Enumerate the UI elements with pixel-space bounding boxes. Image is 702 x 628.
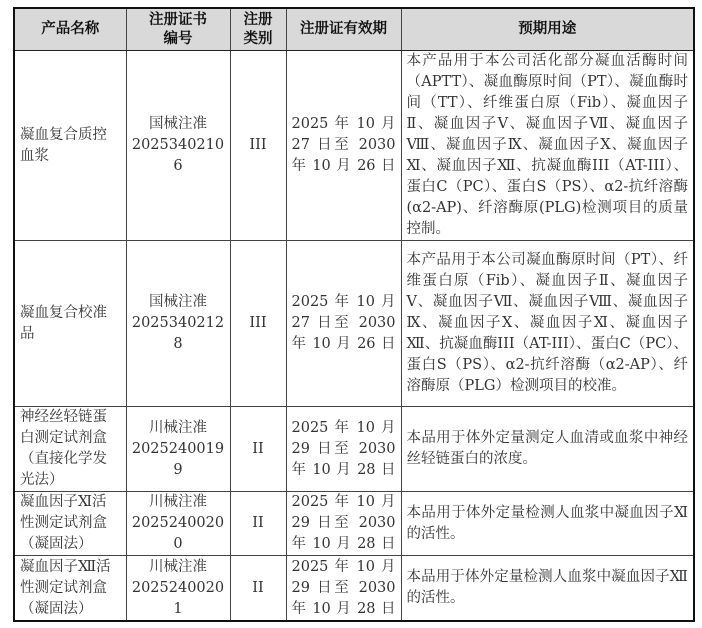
validity-line: 2025 年 10 月	[291, 116, 396, 132]
reg-no-prefix: 川械注准	[149, 494, 207, 510]
validity-line: 年 10 月 26 日	[291, 336, 396, 352]
reg-no-cell	[126, 51, 230, 241]
table-row	[14, 407, 694, 492]
intended-use-cell: 本产品用于本公司活化部分凝血活酶时间（APTT）、凝血酶原时间（PT）、凝血酶时间（TT）、纤维蛋白原（Fib）、凝血因子Ⅱ、凝血因子Ⅴ、凝血因子Ⅶ、凝血因子Ⅷ、凝血因子Ⅸ、凝血因子Ⅹ、凝血因子Ⅺ、凝血因子Ⅻ、抗凝血酶III（AT-III）、蛋白C（PC）、蛋白S（PS）、α2-抗纤溶酶(α2-AP)、纤溶酶原(PLG)检测项目的质量控制。	[401, 51, 694, 241]
table-row	[14, 241, 694, 407]
reg-no-prefix: 川械注准	[149, 558, 207, 575]
validity-cell	[286, 492, 401, 556]
reg-no-prefix: 国械注准	[149, 294, 207, 310]
validity-line: 2025 年 10 月	[291, 294, 396, 310]
reg-no-value: 20253402128	[131, 315, 225, 352]
validity-line: 29 日至 2030	[291, 515, 396, 531]
validity-line: 29 日至 2030	[291, 579, 396, 596]
class-cell: II	[230, 492, 286, 556]
class-cell: II	[230, 407, 286, 492]
intended-use-cell: 本品用于体外定量检测人血浆中凝血因子Ⅺ的活性。	[401, 492, 694, 556]
reg-no-value: 20252400201	[131, 579, 225, 617]
class-cell: II	[230, 556, 286, 622]
table-row	[14, 492, 694, 556]
validity-line: 年 10 月 28 日	[291, 461, 396, 478]
product-name-cell: 神经丝轻链蛋白测定试剂盒（直接化学发光法）	[14, 407, 126, 492]
header-class-line1: 注册	[243, 11, 273, 28]
validity-line: 2025 年 10 月	[291, 494, 396, 510]
product-name-cell: 凝血因子Ⅻ活性测定试剂盒（凝固法）	[14, 556, 126, 622]
validity-cell	[286, 51, 401, 241]
header-class	[230, 8, 286, 51]
validity-cell	[286, 241, 401, 407]
intended-use-cell: 本品用于体外定量检测人血浆中凝血因子Ⅻ的活性。	[401, 556, 694, 622]
validity-line: 年 10 月 28 日	[291, 536, 396, 552]
product-name-cell: 凝血复合质控血浆	[14, 51, 126, 241]
reg-no-value: 20252400200	[131, 515, 225, 552]
validity-line: 年 10 月 26 日	[291, 158, 396, 174]
registration-table	[13, 7, 695, 622]
reg-no-cell	[126, 492, 230, 556]
header-reg-no-line2: 编号	[163, 30, 193, 47]
class-cell: III	[230, 51, 286, 241]
validity-cell	[286, 407, 401, 492]
header-class-line2: 类别	[243, 30, 273, 47]
product-name-cell: 凝血因子Ⅺ活性测定试剂盒（凝固法）	[14, 492, 126, 556]
reg-no-value: 20252400199	[131, 440, 225, 478]
table-row	[14, 51, 694, 241]
validity-line: 27 日至 2030	[291, 315, 396, 331]
header-validity-label: 注册证有效期	[300, 21, 387, 37]
reg-no-prefix: 川械注准	[149, 419, 207, 436]
validity-line: 2025 年 10 月	[291, 558, 396, 575]
reg-no-value: 20253402106	[131, 137, 225, 174]
class-cell: III	[230, 241, 286, 407]
validity-line: 年 10 月 28 日	[291, 600, 396, 617]
validity-line: 27 日至 2030	[291, 137, 396, 153]
header-product-name	[14, 8, 126, 51]
header-row	[14, 8, 694, 51]
header-product-name-label: 产品名称	[41, 21, 100, 37]
reg-no-cell	[126, 407, 230, 492]
header-reg-no-line1: 注册证书	[149, 11, 207, 28]
product-name-cell: 凝血复合校准品	[14, 241, 126, 407]
reg-no-cell	[126, 241, 230, 407]
intended-use-cell: 本产品用于本公司凝血酶原时间（PT）、纤维蛋白原（Fib）、凝血因子Ⅱ、凝血因子Ⅴ、凝血因子Ⅶ、凝血因子Ⅷ、凝血因子Ⅸ、凝血因子Ⅹ、凝血因子Ⅺ、凝血因子Ⅻ、抗凝血酶III（AT-III）、蛋白C（PC）、蛋白S（PS）、α2-抗纤溶酶（α2-AP）、纤溶酶原（PLG）检测项目的校准。	[401, 241, 694, 407]
header-intended-use	[401, 8, 694, 51]
validity-cell	[286, 556, 401, 622]
reg-no-cell	[126, 556, 230, 622]
validity-line: 2025 年 10 月	[291, 419, 396, 436]
table-row	[14, 556, 694, 622]
header-intended-use-label: 预期用途	[518, 21, 577, 37]
validity-line: 29 日至 2030	[291, 440, 396, 457]
header-reg-no	[126, 8, 230, 51]
intended-use-cell: 本品用于体外定量测定人血清或血浆中神经丝轻链蛋白的浓度。	[401, 407, 694, 492]
header-validity	[286, 8, 401, 51]
reg-no-prefix: 国械注准	[149, 116, 207, 132]
